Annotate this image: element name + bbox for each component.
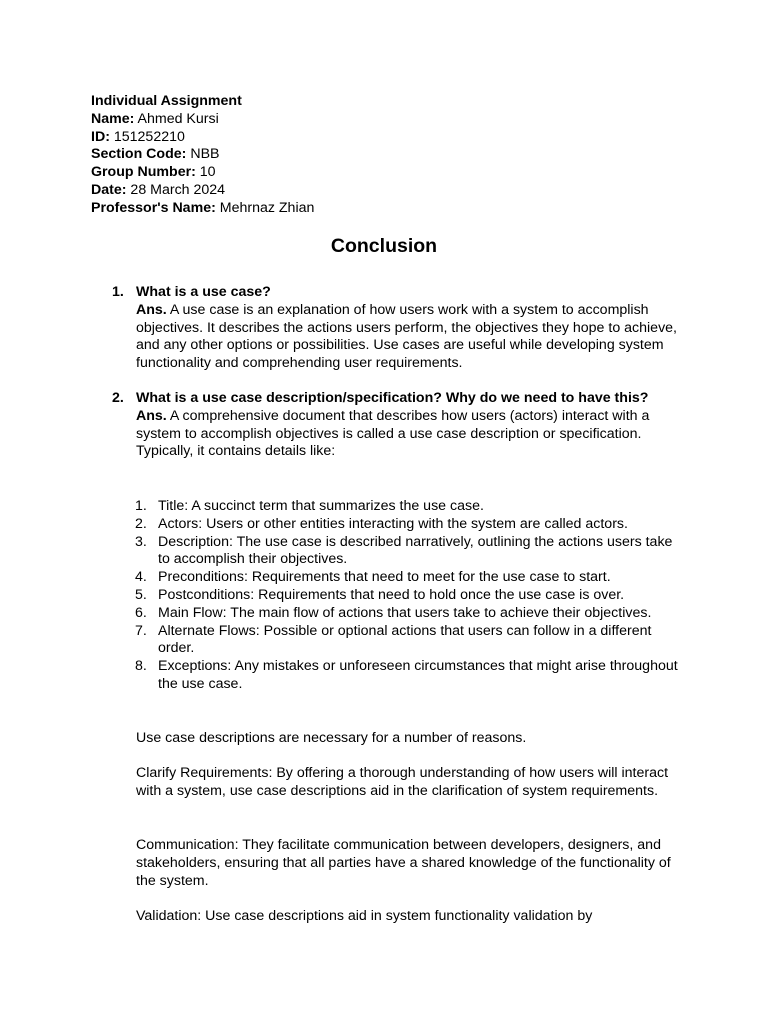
group-label: Group Number:	[91, 164, 196, 181]
answer-content: A comprehensive document that describes how users (actors) interact with a system to accomplish objectives is called a use case description or specification. Typically, it contains details like:	[136, 407, 650, 460]
clarify-requirements-paragraph: Clarify Requirements: By offering a thorough understanding of how users will interact with a system, use case descriptions aid in the clarification of system requirements.	[136, 765, 669, 799]
list-item	[135, 605, 680, 623]
assignment-type-text: Individual Assignment	[91, 93, 242, 109]
list-item	[135, 587, 680, 605]
id-label: ID:	[91, 128, 110, 145]
list-item-text: Description: The use case is described narratively, outlining the actions users take to accomplish their objectives.	[158, 533, 673, 568]
answer-label: Ans.	[136, 407, 167, 424]
answer-text	[136, 302, 682, 373]
group-value: 10	[195, 164, 216, 181]
question-number: 2.	[112, 390, 124, 406]
date-value: 28 March 2024	[126, 181, 226, 198]
list-item	[135, 516, 680, 534]
date-label: Date:	[91, 181, 127, 198]
list-item	[135, 534, 680, 570]
list-item-text: Main Flow: The main flow of actions that users take to achieve their objectives.	[158, 604, 652, 621]
section-value: NBB	[186, 146, 220, 163]
assignment-type	[91, 93, 691, 111]
professor-value: Mehrnaz Zhian	[215, 199, 315, 216]
validation-paragraph: Validation: Use case descriptions aid in system functionality validation by	[136, 908, 593, 924]
list-item-number: 2.	[135, 515, 147, 532]
list-item-text: Postconditions: Requirements that need to hold once the use case is over.	[158, 586, 625, 603]
student-id-line	[91, 129, 691, 147]
list-item-number: 5.	[135, 586, 147, 603]
communication-paragraph: Communication: They facilitate communication between developers, designers, and stakeholders, ensuring that all parties have a shared knowledge of the functionality of the system.	[136, 837, 671, 889]
list-item-number: 4.	[135, 569, 147, 586]
list-item	[135, 498, 680, 516]
section-code-line	[91, 146, 691, 164]
list-item-number: 6.	[135, 604, 147, 621]
list-item-text: Alternate Flows: Possible or optional actions that users can follow in a different order.	[158, 622, 652, 657]
answer-content: A use case is an explanation of how users work with a system to accomplish objectives. It describes the actions users perform, the objectives they hope to achieve, and any other options or possibilities. Use cases are useful while developing system functionality and comprehending user requirements.	[136, 301, 677, 372]
list-item-number: 7.	[135, 622, 147, 639]
answer-text	[136, 408, 682, 461]
professor-label: Professor's Name:	[91, 199, 216, 216]
id-value: 151252210	[109, 128, 185, 145]
list-item	[135, 658, 680, 694]
list-item	[135, 569, 680, 587]
list-item-text: Title: A succinct term that summarizes the use case.	[158, 498, 484, 514]
name-value: Ahmed Kursi	[134, 110, 219, 127]
list-item-number: 3.	[135, 533, 147, 550]
page-title: Conclusion	[330, 235, 438, 257]
professor-line	[91, 200, 691, 218]
list-item-text: Preconditions: Requirements that need to meet for the use case to start.	[158, 569, 611, 586]
list-item-number: 8.	[135, 658, 147, 675]
list-item-text: Exceptions: Any mistakes or unforeseen circumstances that might arise throughout the use case.	[158, 658, 678, 692]
name-label: Name:	[91, 110, 135, 127]
section-label: Section Code:	[91, 146, 187, 163]
student-name-line	[91, 111, 691, 129]
question-body	[136, 390, 682, 461]
group-number-line	[91, 164, 691, 182]
date-line	[91, 182, 691, 200]
question-text: What is a use case description/specification? Why do we need to have this?	[136, 390, 649, 406]
question-number: 1.	[112, 284, 124, 300]
reasons-intro-paragraph: Use case descriptions are necessary for a number of reasons.	[136, 730, 527, 746]
question-body	[136, 284, 682, 373]
specification-details-list	[135, 498, 680, 694]
list-item-number: 1.	[135, 498, 147, 514]
list-item-text: Actors: Users or other entities interacting with the system are called actors.	[158, 515, 628, 532]
question-text: What is a use case?	[136, 284, 271, 300]
assignment-header	[91, 93, 691, 218]
list-item	[135, 623, 680, 659]
answer-label: Ans.	[136, 301, 167, 318]
